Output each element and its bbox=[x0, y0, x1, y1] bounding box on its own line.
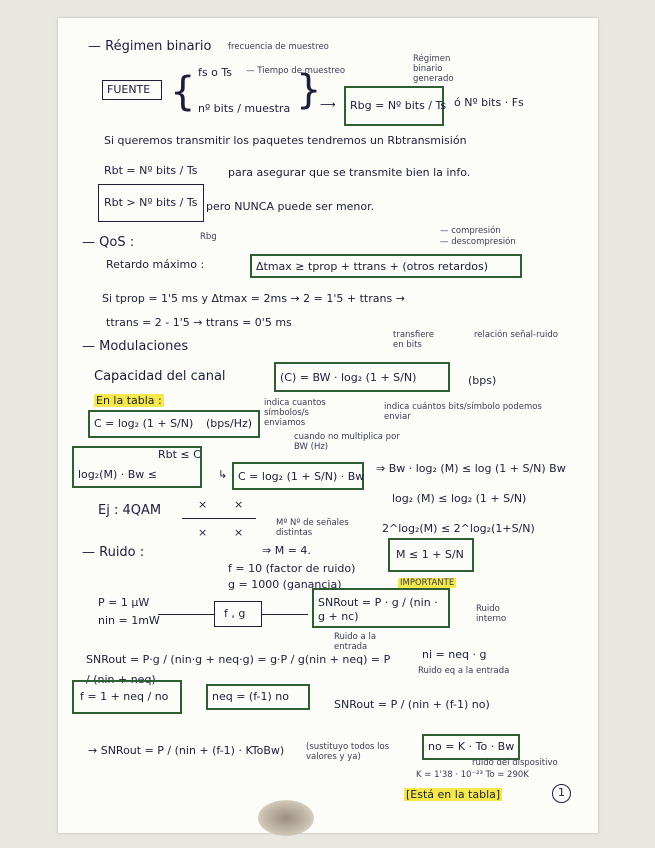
arrow-1: ⟶ bbox=[320, 98, 336, 111]
formula-m-le: M ≤ 1 + S/N bbox=[396, 548, 464, 561]
formula-snrout-final: SNRout = P / (nin + (f-1) no) bbox=[334, 698, 490, 711]
constellation-x4: × bbox=[234, 526, 244, 539]
highlight-importante: IMPORTANTE bbox=[400, 578, 455, 588]
constellation-axis-h bbox=[182, 518, 256, 519]
result-m-4: ⇒ M = 4. bbox=[262, 544, 311, 557]
heading-qos: — QoS : bbox=[82, 235, 135, 250]
unit-bps-hz: (bps/Hz) bbox=[206, 417, 253, 430]
label-fuente: FUENTE bbox=[107, 83, 151, 96]
formula-snrout: SNRout = P · g / (nin · g + nc) bbox=[318, 596, 438, 623]
formula-no: no = K · To · Bw bbox=[428, 740, 515, 753]
formula-c-log-bw: C = log₂ (1 + S/N) · Bw bbox=[238, 470, 365, 483]
formula-snrout-ktobw: → SNRout = P / (nin + (f-1) · KToBw) bbox=[88, 744, 285, 757]
example-ttrans: ttrans = 2 - 1'5 → ttrans = 0'5 ms bbox=[106, 316, 292, 329]
formula-capacidad: (C) = BW · log₂ (1 + S/N) bbox=[280, 371, 417, 384]
formula-snrout-derivation: SNRout = P·g / (nin·g + neq·g) = g·P / g(nin + neq) = P / (nin + neq) bbox=[86, 653, 391, 686]
note-rbg: Rbg bbox=[200, 232, 217, 242]
line-in bbox=[158, 614, 214, 615]
text-si-queremos: Si queremos transmitir los paquetes tendremos un Rbtransmisión bbox=[104, 134, 467, 147]
arrow-2: ↳ bbox=[218, 468, 228, 481]
formula-rbg-alt: ó Nº bits · Fs bbox=[454, 96, 524, 109]
example-4qam: Ej : 4QAM bbox=[98, 503, 162, 518]
note-bits-simbolo: indica cuántos bits/símbolo podemos enviar bbox=[384, 402, 542, 422]
note-relacion-senal-ruido: relación señal-ruido bbox=[474, 330, 558, 340]
formula-log2m-le: log₂ (M) ≤ log₂ (1 + S/N) bbox=[392, 492, 527, 505]
formula-nbits-muestra: nº bits / muestra bbox=[198, 102, 291, 115]
note-simbolos: indica cuantos símbolos/s enviamos bbox=[264, 398, 326, 428]
formula-implicacion: ⇒ Bw · log₂ (M) ≤ log (1 + S/N) Bw bbox=[376, 462, 566, 475]
formula-rbt-mayor: Rbt > Nº bits / Ts bbox=[104, 196, 198, 209]
given-nin: nin = 1mW bbox=[98, 614, 160, 627]
heading-modulaciones: — Modulaciones bbox=[82, 339, 189, 354]
constellation-x3: × bbox=[198, 526, 208, 539]
formula-g-ganancia: g = 1000 (ganancia) bbox=[228, 578, 342, 591]
formula-neq: neq = (f-1) no bbox=[212, 690, 289, 703]
brace-left: { bbox=[170, 69, 196, 115]
note-senales-distintas: Mº Nº de señales distintas bbox=[276, 518, 349, 538]
highlight-en-la-tabla: En la tabla : bbox=[96, 394, 162, 407]
given-p: P = 1 µW bbox=[98, 596, 150, 609]
label-f-g: f , g bbox=[224, 607, 246, 620]
formula-exponential: 2^log₂(M) ≤ 2^log₂(1+S/N) bbox=[382, 522, 535, 535]
note-compresion: — compresión bbox=[440, 226, 501, 236]
notebook-page bbox=[58, 18, 598, 833]
constellation-x2: × bbox=[234, 498, 244, 511]
formula-delta-tmax: Δtmax ≥ tprop + ttrans + (otros retardos) bbox=[256, 260, 489, 273]
formula-rbg: Rbg = Nº bits / Ts bbox=[350, 99, 447, 112]
formula-f-factor: f = 10 (factor de ruido) bbox=[228, 562, 356, 575]
note-ruido-entrada: Ruido a la entrada bbox=[334, 632, 377, 652]
heading-ruido: — Ruido : bbox=[82, 545, 145, 560]
heading-regimen-binario: — Régimen binario bbox=[88, 39, 212, 54]
formula-fs-ts: fs o Ts bbox=[198, 66, 232, 79]
note-sustituyo: (sustituyo todos los valores y ya) bbox=[306, 742, 390, 762]
note-ruido-eq: Ruido eq a la entrada bbox=[418, 666, 510, 676]
note-descompresion: — descompresión bbox=[440, 237, 516, 247]
label-capacidad-canal: Capacidad del canal bbox=[94, 369, 226, 384]
constants-k-to: K = 1'38 · 10⁻²³ To = 290K bbox=[416, 770, 529, 780]
highlight-esta-en-la-tabla: [Está en la tabla] bbox=[406, 788, 501, 801]
brace-right: } bbox=[296, 67, 322, 113]
formula-log2m-bw: log₂(M) · Bw ≤ bbox=[78, 468, 157, 481]
example-tprop: Si tprop = 1'5 ms y Δtmax = 2ms → 2 = 1'5 + ttrans → bbox=[102, 292, 405, 305]
note-transfiere-bits: transfiere en bits bbox=[393, 330, 434, 350]
note-ruido-dispositivo: ruido del dispositivo bbox=[472, 758, 558, 768]
line-out bbox=[262, 614, 308, 615]
note-ruido-interno: Ruido interno bbox=[476, 604, 507, 624]
formula-f-def: f = 1 + neq / no bbox=[80, 690, 169, 703]
formula-ni: ni = neq · g bbox=[422, 648, 487, 661]
text-asegurar: para asegurar que se transmite bien la info. bbox=[228, 166, 471, 179]
formula-capacidad-tabla: C = log₂ (1 + S/N) bbox=[94, 417, 194, 430]
note-cuando-no-multiplica: cuando no multiplica por BW (Hz) bbox=[294, 432, 400, 452]
pen-shadow bbox=[258, 800, 314, 836]
constellation-x1: × bbox=[198, 498, 208, 511]
note-regimen-generado: Régimen binario generado bbox=[413, 54, 454, 84]
page-number: 1 bbox=[558, 786, 565, 799]
label-retardo-maximo: Retardo máximo : bbox=[106, 258, 205, 271]
note-tiempo-muestreo: — Tiempo de muestreo bbox=[246, 66, 346, 76]
note-frecuencia-muestreo: frecuencia de muestreo bbox=[228, 42, 329, 52]
formula-rbt: Rbt = Nº bits / Ts bbox=[104, 164, 198, 177]
text-nunca-menor: pero NUNCA puede ser menor. bbox=[206, 200, 375, 213]
formula-rbt-menor-c: Rbt ≤ C bbox=[158, 448, 201, 461]
unit-bps: (bps) bbox=[468, 374, 497, 387]
